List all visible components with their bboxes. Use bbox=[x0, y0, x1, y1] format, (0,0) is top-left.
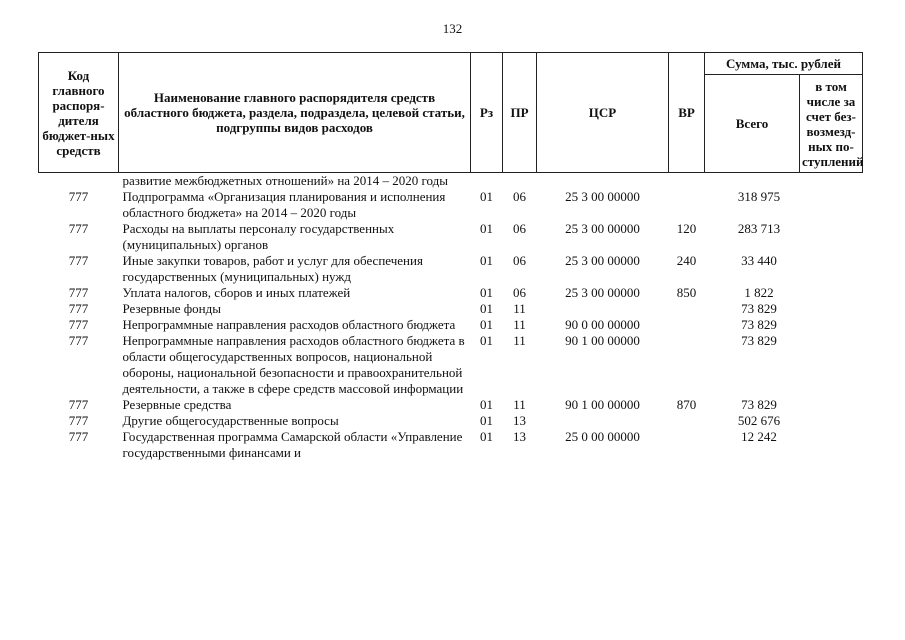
cell-grants bbox=[800, 397, 863, 413]
cell-total: 1 822 bbox=[744, 285, 774, 300]
cell-total: 502 676 bbox=[737, 413, 781, 428]
cell-code: 777 bbox=[68, 189, 89, 204]
cell-code: 777 bbox=[68, 253, 89, 268]
table-row bbox=[39, 189, 863, 221]
page-number: 132 bbox=[442, 21, 463, 36]
budget-table bbox=[38, 52, 863, 461]
cell-grants bbox=[800, 221, 863, 253]
cell-csr: 90 0 00 00000 bbox=[565, 317, 640, 332]
cell-grants bbox=[800, 317, 863, 333]
cell-pr bbox=[503, 173, 537, 190]
cell-name: развитие межбюджетных отношений» на 2014 – 2020 годы bbox=[122, 173, 449, 188]
cell-vr: 120 bbox=[676, 221, 697, 236]
cell-name: Иные закупки товаров, работ и услуг для обеспечения государственных (муниципальных) нужд bbox=[122, 253, 423, 284]
cell-rz: 01 bbox=[480, 317, 493, 332]
cell-grants bbox=[800, 285, 863, 301]
cell-pr: 11 bbox=[513, 333, 526, 348]
cell-total: 283 713 bbox=[737, 221, 781, 236]
cell-name: Резервные фонды bbox=[122, 301, 221, 316]
cell-total: 73 829 bbox=[741, 333, 777, 348]
cell-rz: 01 bbox=[480, 301, 493, 316]
cell-pr: 06 bbox=[513, 221, 526, 236]
cell-rz: 01 bbox=[480, 221, 493, 236]
cell-rz: 01 bbox=[480, 413, 493, 428]
table-row bbox=[39, 285, 863, 301]
cell-pr: 13 bbox=[513, 413, 526, 428]
header-sum-group: Сумма, тыс. рублей bbox=[705, 53, 863, 75]
cell-code: 777 bbox=[68, 301, 89, 316]
cell-name: Государственная программа Самарской области «Управление государственными финансами и bbox=[122, 429, 463, 460]
cell-vr bbox=[669, 189, 705, 221]
cell-total: 12 242 bbox=[741, 429, 777, 444]
cell-pr: 11 bbox=[513, 301, 526, 316]
cell-name: Подпрограмма «Организация планирования и исполнения областного бюджета» на 2014 – 2020 годы bbox=[122, 189, 446, 220]
header-code: Код главного распоря-дителя бюджет-ных средств bbox=[39, 53, 119, 173]
cell-total: 318 975 bbox=[737, 189, 781, 204]
cell-pr: 06 bbox=[513, 189, 526, 204]
cell-csr bbox=[537, 173, 669, 190]
cell-code: 777 bbox=[68, 221, 89, 236]
cell-csr: 25 3 00 00000 bbox=[565, 285, 640, 300]
cell-vr: 240 bbox=[676, 253, 697, 268]
cell-code: 777 bbox=[68, 413, 89, 428]
table-header bbox=[39, 53, 863, 173]
cell-pr: 06 bbox=[513, 253, 526, 268]
cell-csr: 25 3 00 00000 bbox=[565, 189, 640, 204]
cell-name: Расходы на выплаты персоналу государственных (муниципальных) органов bbox=[122, 221, 395, 252]
cell-grants bbox=[800, 333, 863, 397]
cell-code: 777 bbox=[68, 285, 89, 300]
cell-name: Уплата налогов, сборов и иных платежей bbox=[122, 285, 351, 300]
cell-rz: 01 bbox=[480, 253, 493, 268]
cell-pr: 13 bbox=[513, 429, 526, 444]
cell-csr: 90 1 00 00000 bbox=[565, 397, 640, 412]
cell-pr: 11 bbox=[513, 317, 526, 332]
cell-vr bbox=[669, 301, 705, 317]
cell-name: Непрограммные направления расходов областного бюджета bbox=[122, 317, 456, 332]
cell-csr: 25 3 00 00000 bbox=[565, 221, 640, 236]
header-vr: ВР bbox=[669, 53, 705, 173]
cell-csr bbox=[537, 301, 669, 317]
header-grants: в том числе за счет без-возмезд-ных по-ступлений bbox=[800, 75, 863, 173]
cell-name: Непрограммные направления расходов областного бюджета в области общегосударственных вопросов, национальной обороны, национальной безопасности и правоохранительной деятельности, а также в сфере средств массовой информации bbox=[122, 333, 465, 396]
header-csr: ЦСР bbox=[537, 53, 669, 173]
cell-csr: 25 0 00 00000 bbox=[565, 429, 640, 444]
cell-pr: 11 bbox=[513, 397, 526, 412]
header-pr: ПР bbox=[503, 53, 537, 173]
table-row bbox=[39, 173, 863, 190]
table-row bbox=[39, 301, 863, 317]
cell-total: 73 829 bbox=[741, 301, 777, 316]
header-rz: Рз bbox=[471, 53, 503, 173]
table-row bbox=[39, 333, 863, 397]
table-row bbox=[39, 221, 863, 253]
table-row bbox=[39, 397, 863, 413]
cell-rz: 01 bbox=[480, 285, 493, 300]
table-body bbox=[39, 173, 863, 462]
cell-rz: 01 bbox=[480, 189, 493, 204]
cell-rz: 01 bbox=[480, 333, 493, 348]
cell-total: 73 829 bbox=[741, 397, 777, 412]
cell-vr: 870 bbox=[676, 397, 697, 412]
cell-grants bbox=[800, 301, 863, 317]
cell-rz: 01 bbox=[480, 397, 493, 412]
cell-grants bbox=[800, 173, 863, 190]
cell-vr bbox=[669, 317, 705, 333]
cell-vr bbox=[669, 333, 705, 397]
cell-total: 33 440 bbox=[741, 253, 777, 268]
cell-total bbox=[705, 173, 800, 190]
cell-pr: 06 bbox=[513, 285, 526, 300]
table-row bbox=[39, 429, 863, 461]
cell-grants bbox=[800, 429, 863, 461]
cell-grants bbox=[800, 189, 863, 221]
cell-name: Резервные средства bbox=[122, 397, 232, 412]
cell-code: 777 bbox=[68, 317, 89, 332]
cell-vr: 850 bbox=[676, 285, 697, 300]
cell-csr: 90 1 00 00000 bbox=[565, 333, 640, 348]
cell-code: 777 bbox=[68, 397, 89, 412]
cell-grants bbox=[800, 253, 863, 285]
table-row bbox=[39, 253, 863, 285]
cell-csr: 25 3 00 00000 bbox=[565, 253, 640, 268]
cell-name: Другие общегосударственные вопросы bbox=[122, 413, 339, 428]
cell-vr bbox=[669, 413, 705, 429]
header-total: Всего bbox=[705, 75, 800, 173]
cell-code: 777 bbox=[68, 429, 89, 444]
cell-code: 777 bbox=[68, 333, 89, 348]
cell-total: 73 829 bbox=[741, 317, 777, 332]
cell-grants bbox=[800, 413, 863, 429]
table-row bbox=[39, 413, 863, 429]
cell-rz bbox=[471, 173, 503, 190]
cell-code bbox=[39, 173, 119, 190]
cell-vr bbox=[669, 429, 705, 461]
table-row bbox=[39, 317, 863, 333]
cell-vr bbox=[669, 173, 705, 190]
cell-csr bbox=[537, 413, 669, 429]
header-name: Наименование главного распорядителя средств областного бюджета, раздела, подраздела, целевой статьи, подгруппы видов расходов bbox=[119, 53, 471, 173]
cell-rz: 01 bbox=[480, 429, 493, 444]
